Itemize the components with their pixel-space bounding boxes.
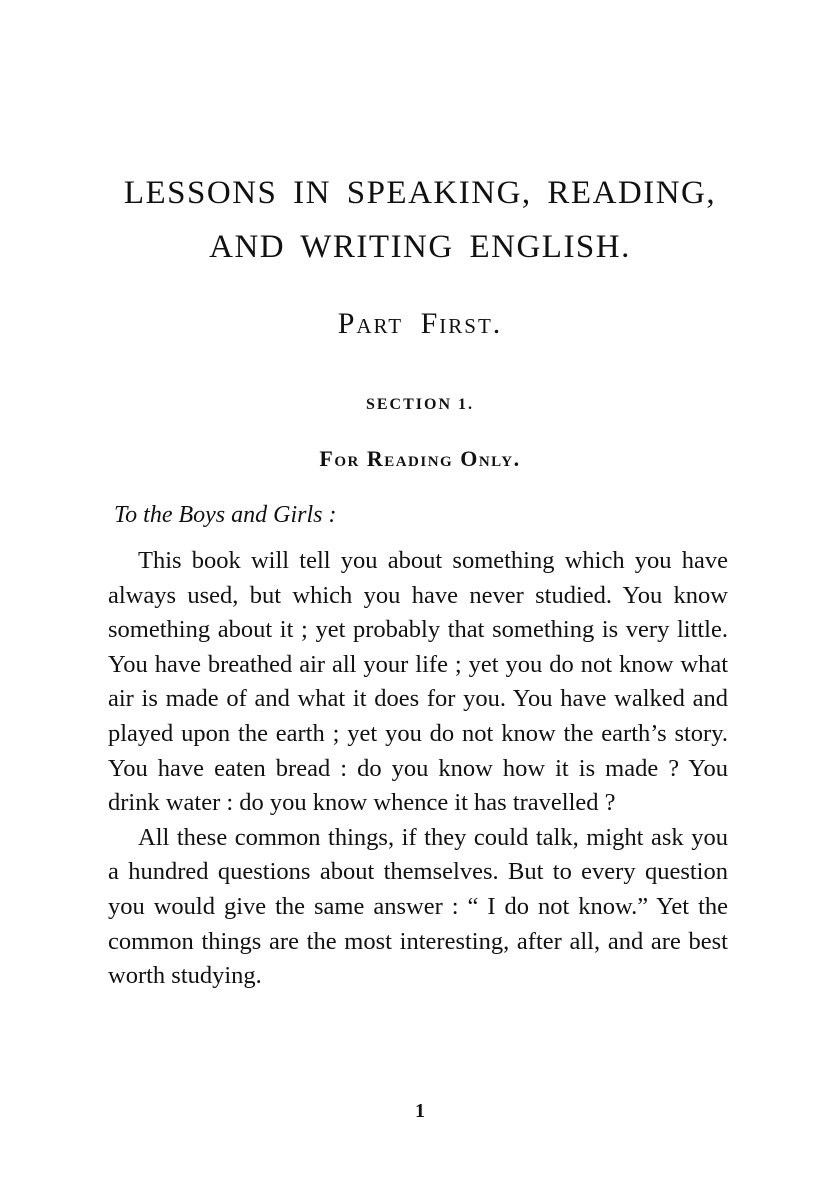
page-title: [0, 166, 840, 274]
paragraph-1: This book will tell you about something which you have always used, but which you have never studied. You know something about it ; yet probably that something is very little. You have breathed air all your life ; yet you do not know what air is made of and what it does for you. You have walked and played upon the earth ; yet you do not know the earth’s story. You have eaten bread : do you know how it is made ? You drink water : do you know whence it has travelled ?: [108, 547, 728, 817]
paragraph-2: All these common things, if they could talk, might ask you a hundred questions about themselves. But to every question you would give the same answer : “ I do not know.” Yet the common things are the most interesting, after all, and are best worth studying.: [108, 823, 728, 990]
body-text: [108, 544, 728, 994]
title-line-2: AND WRITING ENGLISH.: [209, 229, 631, 265]
section-subheading: For Reading Only.: [319, 446, 521, 471]
page-number: 1: [415, 1100, 425, 1122]
salutation: To the Boys and Girls :: [114, 502, 337, 528]
title-line-1: LESSONS IN SPEAKING, READING,: [123, 175, 717, 211]
part-heading: Part First.: [337, 307, 503, 340]
section-heading: SECTION 1.: [365, 396, 475, 413]
